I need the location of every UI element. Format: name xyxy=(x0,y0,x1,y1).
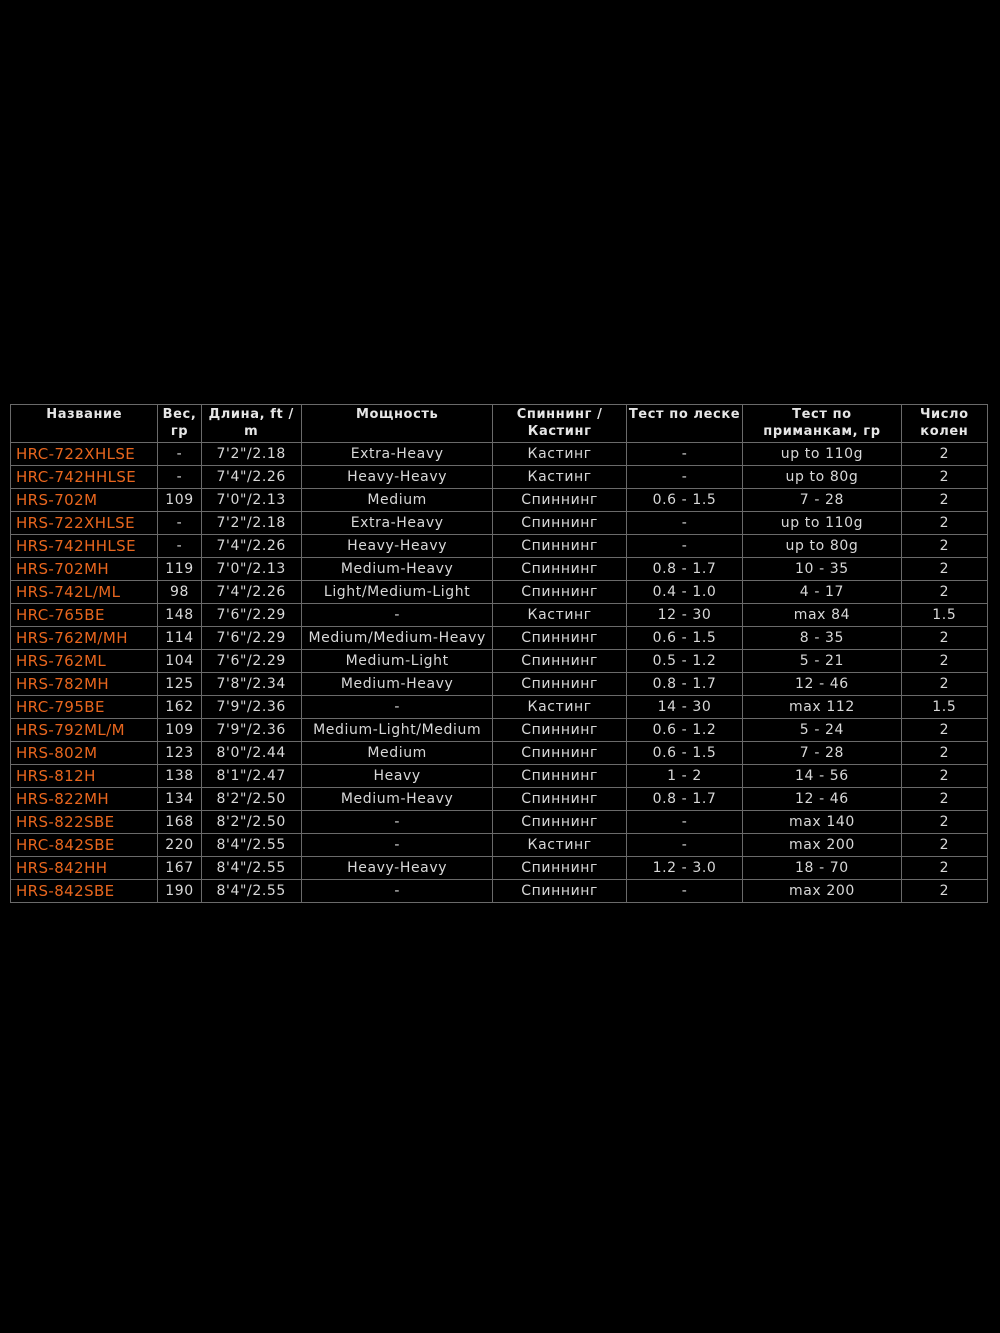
cell-type: Спиннинг xyxy=(493,673,626,696)
cell-length: 7'6"/2.29 xyxy=(201,650,301,673)
cell-lure-test: 7 - 28 xyxy=(743,489,901,512)
cell-sections: 2 xyxy=(901,742,987,765)
cell-lure-test: 18 - 70 xyxy=(743,857,901,880)
header-power: Мощность xyxy=(301,405,493,443)
cell-model-name: HRS-742HHLSE xyxy=(11,535,158,558)
cell-length: 7'0"/2.13 xyxy=(201,558,301,581)
header-length: Длина, ft / m xyxy=(201,405,301,443)
cell-power: Heavy-Heavy xyxy=(301,535,493,558)
cell-sections: 2 xyxy=(901,765,987,788)
cell-power: - xyxy=(301,696,493,719)
cell-weight: - xyxy=(158,535,201,558)
table-row xyxy=(11,627,988,650)
rod-spec-table xyxy=(10,404,988,903)
cell-type: Спиннинг xyxy=(493,512,626,535)
cell-sections: 2 xyxy=(901,535,987,558)
cell-lure-test: max 140 xyxy=(743,811,901,834)
table-row xyxy=(11,466,988,489)
cell-weight: 138 xyxy=(158,765,201,788)
header-row xyxy=(11,405,988,443)
cell-line-test: 0.8 - 1.7 xyxy=(626,673,742,696)
cell-power: Medium-Light xyxy=(301,650,493,673)
cell-lure-test: 12 - 46 xyxy=(743,788,901,811)
cell-length: 7'4"/2.26 xyxy=(201,466,301,489)
cell-length: 7'2"/2.18 xyxy=(201,512,301,535)
cell-type: Спиннинг xyxy=(493,811,626,834)
cell-type: Спиннинг xyxy=(493,857,626,880)
cell-model-name: HRC-765BE xyxy=(11,604,158,627)
cell-line-test: - xyxy=(626,535,742,558)
header-name: Название xyxy=(11,405,158,443)
table-row xyxy=(11,650,988,673)
cell-lure-test: 5 - 21 xyxy=(743,650,901,673)
cell-lure-test: max 200 xyxy=(743,834,901,857)
cell-length: 7'9"/2.36 xyxy=(201,696,301,719)
table-row xyxy=(11,788,988,811)
cell-sections: 2 xyxy=(901,581,987,604)
cell-line-test: 0.5 - 1.2 xyxy=(626,650,742,673)
table-row xyxy=(11,742,988,765)
table-row xyxy=(11,443,988,466)
header-weight: Вес, гр xyxy=(158,405,201,443)
cell-power: Medium-Heavy xyxy=(301,673,493,696)
cell-length: 8'4"/2.55 xyxy=(201,880,301,903)
cell-length: 7'4"/2.26 xyxy=(201,581,301,604)
cell-sections: 1.5 xyxy=(901,604,987,627)
cell-length: 7'0"/2.13 xyxy=(201,489,301,512)
table-row xyxy=(11,719,988,742)
cell-model-name: HRS-802M xyxy=(11,742,158,765)
header-line-test: Тест по леске xyxy=(626,405,742,443)
cell-line-test: 12 - 30 xyxy=(626,604,742,627)
cell-length: 8'0"/2.44 xyxy=(201,742,301,765)
cell-length: 7'9"/2.36 xyxy=(201,719,301,742)
cell-power: Heavy-Heavy xyxy=(301,466,493,489)
cell-weight: 109 xyxy=(158,489,201,512)
cell-power: - xyxy=(301,604,493,627)
cell-length: 7'6"/2.29 xyxy=(201,627,301,650)
cell-sections: 2 xyxy=(901,512,987,535)
table-row xyxy=(11,857,988,880)
cell-lure-test: up to 80g xyxy=(743,535,901,558)
cell-lure-test: up to 110g xyxy=(743,443,901,466)
cell-model-name: HRS-822MH xyxy=(11,788,158,811)
table-body xyxy=(11,443,988,903)
cell-model-name: HRC-722XHLSE xyxy=(11,443,158,466)
cell-type: Спиннинг xyxy=(493,742,626,765)
cell-lure-test: 4 - 17 xyxy=(743,581,901,604)
table-row xyxy=(11,834,988,857)
cell-power: - xyxy=(301,811,493,834)
cell-line-test: - xyxy=(626,443,742,466)
cell-sections: 2 xyxy=(901,558,987,581)
cell-model-name: HRS-722XHLSE xyxy=(11,512,158,535)
cell-type: Спиннинг xyxy=(493,535,626,558)
table-row xyxy=(11,489,988,512)
cell-line-test: 0.6 - 1.5 xyxy=(626,742,742,765)
cell-model-name: HRS-782MH xyxy=(11,673,158,696)
table-row xyxy=(11,696,988,719)
cell-type: Спиннинг xyxy=(493,650,626,673)
cell-weight: 109 xyxy=(158,719,201,742)
cell-model-name: HRS-842SBE xyxy=(11,880,158,903)
cell-type: Кастинг xyxy=(493,834,626,857)
cell-power: Extra-Heavy xyxy=(301,512,493,535)
cell-lure-test: up to 110g xyxy=(743,512,901,535)
cell-line-test: 1.2 - 3.0 xyxy=(626,857,742,880)
cell-weight: 220 xyxy=(158,834,201,857)
cell-weight: 123 xyxy=(158,742,201,765)
table-row xyxy=(11,765,988,788)
header-sections: Число колен xyxy=(901,405,987,443)
cell-weight: 104 xyxy=(158,650,201,673)
cell-model-name: HRS-702M xyxy=(11,489,158,512)
cell-lure-test: 8 - 35 xyxy=(743,627,901,650)
cell-sections: 2 xyxy=(901,811,987,834)
cell-power: Medium xyxy=(301,742,493,765)
cell-lure-test: max 200 xyxy=(743,880,901,903)
cell-sections: 2 xyxy=(901,719,987,742)
cell-power: - xyxy=(301,834,493,857)
cell-line-test: 0.4 - 1.0 xyxy=(626,581,742,604)
cell-power: Heavy-Heavy xyxy=(301,857,493,880)
cell-type: Кастинг xyxy=(493,443,626,466)
cell-line-test: - xyxy=(626,512,742,535)
cell-weight: 167 xyxy=(158,857,201,880)
cell-sections: 2 xyxy=(901,627,987,650)
cell-type: Кастинг xyxy=(493,696,626,719)
cell-sections: 2 xyxy=(901,650,987,673)
cell-power: Heavy xyxy=(301,765,493,788)
cell-type: Кастинг xyxy=(493,466,626,489)
cell-line-test: - xyxy=(626,834,742,857)
cell-weight: 134 xyxy=(158,788,201,811)
cell-weight: 125 xyxy=(158,673,201,696)
cell-power: Light/Medium-Light xyxy=(301,581,493,604)
cell-length: 8'2"/2.50 xyxy=(201,788,301,811)
cell-weight: - xyxy=(158,466,201,489)
cell-line-test: 0.6 - 1.5 xyxy=(626,489,742,512)
cell-model-name: HRS-702MH xyxy=(11,558,158,581)
cell-length: 8'4"/2.55 xyxy=(201,857,301,880)
cell-line-test: 0.8 - 1.7 xyxy=(626,558,742,581)
cell-model-name: HRS-762ML xyxy=(11,650,158,673)
cell-lure-test: max 84 xyxy=(743,604,901,627)
cell-line-test: - xyxy=(626,811,742,834)
cell-sections: 2 xyxy=(901,489,987,512)
cell-type: Спиннинг xyxy=(493,719,626,742)
cell-model-name: HRS-742L/ML xyxy=(11,581,158,604)
cell-line-test: 0.8 - 1.7 xyxy=(626,788,742,811)
cell-model-name: HRC-842SBE xyxy=(11,834,158,857)
cell-weight: 190 xyxy=(158,880,201,903)
cell-length: 7'2"/2.18 xyxy=(201,443,301,466)
cell-weight: - xyxy=(158,512,201,535)
cell-model-name: HRS-842HH xyxy=(11,857,158,880)
cell-weight: 98 xyxy=(158,581,201,604)
cell-power: Medium-Heavy xyxy=(301,558,493,581)
cell-model-name: HRS-812H xyxy=(11,765,158,788)
cell-power: Medium-Heavy xyxy=(301,788,493,811)
table-row xyxy=(11,512,988,535)
cell-type: Спиннинг xyxy=(493,489,626,512)
cell-line-test: - xyxy=(626,880,742,903)
cell-lure-test: max 112 xyxy=(743,696,901,719)
cell-weight: - xyxy=(158,443,201,466)
cell-type: Спиннинг xyxy=(493,627,626,650)
cell-line-test: 0.6 - 1.2 xyxy=(626,719,742,742)
cell-length: 8'2"/2.50 xyxy=(201,811,301,834)
cell-lure-test: 7 - 28 xyxy=(743,742,901,765)
cell-sections: 2 xyxy=(901,466,987,489)
cell-type: Спиннинг xyxy=(493,788,626,811)
cell-weight: 119 xyxy=(158,558,201,581)
cell-line-test: 14 - 30 xyxy=(626,696,742,719)
table-row xyxy=(11,811,988,834)
table-row xyxy=(11,535,988,558)
cell-lure-test: 5 - 24 xyxy=(743,719,901,742)
cell-sections: 2 xyxy=(901,673,987,696)
cell-lure-test: up to 80g xyxy=(743,466,901,489)
cell-line-test: 1 - 2 xyxy=(626,765,742,788)
table-row xyxy=(11,880,988,903)
cell-type: Спиннинг xyxy=(493,880,626,903)
cell-power: Medium-Light/Medium xyxy=(301,719,493,742)
cell-power: Medium xyxy=(301,489,493,512)
cell-power: - xyxy=(301,880,493,903)
cell-weight: 114 xyxy=(158,627,201,650)
cell-weight: 148 xyxy=(158,604,201,627)
cell-model-name: HRS-792ML/M xyxy=(11,719,158,742)
table-row xyxy=(11,558,988,581)
cell-power: Medium/Medium-Heavy xyxy=(301,627,493,650)
cell-sections: 2 xyxy=(901,443,987,466)
table-row xyxy=(11,581,988,604)
cell-lure-test: 14 - 56 xyxy=(743,765,901,788)
cell-power: Extra-Heavy xyxy=(301,443,493,466)
cell-weight: 168 xyxy=(158,811,201,834)
cell-lure-test: 10 - 35 xyxy=(743,558,901,581)
cell-model-name: HRS-822SBE xyxy=(11,811,158,834)
cell-type: Спиннинг xyxy=(493,581,626,604)
cell-sections: 2 xyxy=(901,834,987,857)
cell-length: 7'6"/2.29 xyxy=(201,604,301,627)
cell-model-name: HRC-742HHLSE xyxy=(11,466,158,489)
cell-length: 7'4"/2.26 xyxy=(201,535,301,558)
cell-length: 8'1"/2.47 xyxy=(201,765,301,788)
header-type: Спиннинг / Кастинг xyxy=(493,405,626,443)
cell-weight: 162 xyxy=(158,696,201,719)
header-lure-test: Тест по приманкам, гр xyxy=(743,405,901,443)
cell-line-test: 0.6 - 1.5 xyxy=(626,627,742,650)
cell-sections: 2 xyxy=(901,788,987,811)
cell-type: Спиннинг xyxy=(493,765,626,788)
cell-sections: 2 xyxy=(901,857,987,880)
cell-lure-test: 12 - 46 xyxy=(743,673,901,696)
cell-line-test: - xyxy=(626,466,742,489)
cell-model-name: HRC-795BE xyxy=(11,696,158,719)
cell-sections: 2 xyxy=(901,880,987,903)
cell-model-name: HRS-762M/MH xyxy=(11,627,158,650)
table-row xyxy=(11,673,988,696)
cell-length: 8'4"/2.55 xyxy=(201,834,301,857)
table-row xyxy=(11,604,988,627)
cell-type: Спиннинг xyxy=(493,558,626,581)
cell-sections: 1.5 xyxy=(901,696,987,719)
cell-type: Кастинг xyxy=(493,604,626,627)
cell-length: 7'8"/2.34 xyxy=(201,673,301,696)
